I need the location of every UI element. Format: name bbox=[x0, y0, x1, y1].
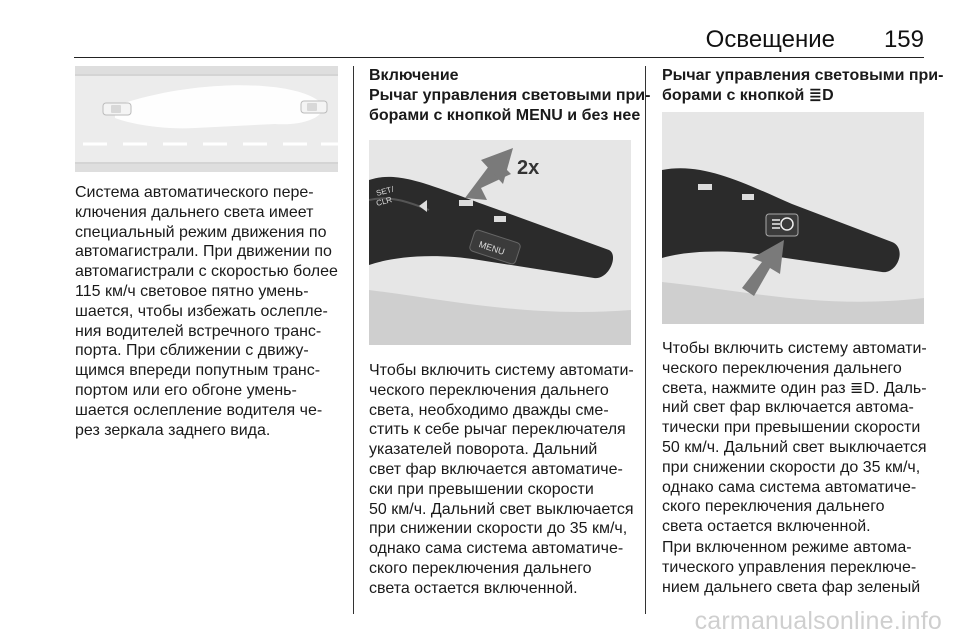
beam-icon bbox=[698, 184, 712, 190]
text-line: стить к себе рычаг переключателя bbox=[369, 421, 626, 439]
text-line: портом или его обгоне умень- bbox=[75, 381, 297, 399]
text-line: при снижении скорости до 35 км/ч, bbox=[662, 458, 921, 476]
lever-pull-figure bbox=[369, 140, 631, 345]
text-line: указателей поворота. Дальний bbox=[369, 441, 598, 459]
fog-light-icon bbox=[742, 194, 754, 200]
text-line: Система автоматического пере- bbox=[75, 184, 314, 201]
text-line: ского переключения дальнего bbox=[369, 559, 592, 577]
text-line: света остается включенной. bbox=[369, 579, 578, 597]
chapter-title: Освещение bbox=[705, 26, 835, 53]
text-line: ского переключения дальнего bbox=[662, 498, 885, 516]
lever-button-figure bbox=[662, 112, 924, 324]
page-number: 159 bbox=[883, 26, 924, 53]
text-line: специальный режим движения по bbox=[75, 223, 327, 241]
highway-light-illustration bbox=[75, 66, 338, 172]
left-paragraph bbox=[75, 183, 338, 440]
svg-text:CLR: CLR bbox=[375, 195, 393, 208]
text-line: при снижении скорости до 35 км/ч, bbox=[369, 520, 628, 538]
text-line: ски при превышении скорости bbox=[369, 480, 594, 498]
fog-light-icon bbox=[494, 216, 506, 222]
beam-icon bbox=[459, 200, 473, 206]
column-divider-left bbox=[353, 66, 354, 614]
right-paragraph-1 bbox=[662, 339, 927, 537]
text-line: рез зеркала заднего вида. bbox=[75, 421, 271, 439]
press-count-label: 2x bbox=[517, 157, 540, 179]
text-line: 50 км/ч. Дальний свет выключается bbox=[662, 438, 927, 456]
header-rule bbox=[74, 57, 924, 58]
text-line: тически при превышении скорости bbox=[662, 419, 921, 437]
text-line: Чтобы включить систему автомати- bbox=[369, 362, 634, 379]
set-clr-label: SET/ bbox=[375, 184, 395, 198]
text-line: ческого переключения дальнего bbox=[662, 359, 902, 377]
menu-label: MENU bbox=[477, 239, 506, 257]
middle-paragraph bbox=[369, 361, 634, 599]
own-car-icon bbox=[103, 103, 131, 115]
subheading-line: Рычаг управления световыми при- bbox=[369, 87, 651, 104]
text-line: нием дальнего света фар зеленый bbox=[662, 578, 921, 596]
text-line: автомагистрали с скоростью более bbox=[75, 263, 338, 281]
text-line: света, необходимо дважды сме- bbox=[369, 401, 609, 419]
text-line: ключения дальнего света имеет bbox=[75, 203, 314, 221]
text-line: ческого переключения дальнего bbox=[369, 381, 609, 399]
text-line: ний свет фар включается автома- bbox=[662, 399, 914, 417]
text-line: Чтобы включить систему автомати- bbox=[662, 340, 927, 357]
text-line: шается, чтобы избежать ослепле- bbox=[75, 302, 328, 320]
text-line: щимся впереди попутным транс- bbox=[75, 362, 321, 380]
right-subheading bbox=[662, 66, 943, 106]
subheading-line: Рычаг управления световыми при- bbox=[662, 67, 944, 84]
text-line: однако сама система автоматиче- bbox=[662, 478, 917, 496]
text-line: шается ослепление водителя че- bbox=[75, 401, 323, 419]
text-line: 50 км/ч. Дальний свет выключается bbox=[369, 500, 634, 518]
subheading-line: борами с кнопкой MENU и без нее bbox=[369, 106, 641, 124]
vehicle-ahead-icon bbox=[301, 101, 327, 113]
subheading-line: борами с кнопкой ≣D bbox=[662, 86, 834, 104]
watermark: carmanualsonline.info bbox=[694, 607, 942, 635]
text-line: света остается включенной. bbox=[662, 518, 871, 536]
middle-subheading bbox=[369, 86, 650, 126]
text-line: 115 км/ч световое пятно умень- bbox=[75, 282, 309, 300]
text-line: При включенном режиме автома- bbox=[662, 539, 912, 556]
lever-button-illustration bbox=[662, 112, 924, 324]
text-line: свет фар включается автоматиче- bbox=[369, 460, 623, 478]
text-line: однако сама система автоматиче- bbox=[369, 540, 624, 558]
text-line: света, нажмите один раз ≣D. Даль- bbox=[662, 379, 927, 397]
text-line: порта. При сближении с движу- bbox=[75, 342, 309, 360]
lever-pull-illustration bbox=[369, 140, 631, 345]
highway-light-figure bbox=[75, 66, 338, 172]
right-paragraph-2 bbox=[662, 538, 920, 597]
text-line: ния водителей встречного транс- bbox=[75, 322, 322, 340]
text-line: тического управления переключе- bbox=[662, 558, 917, 576]
column-divider-right bbox=[645, 66, 646, 614]
text-line: автомагистрали. При движении по bbox=[75, 243, 332, 261]
section-title: Включение bbox=[369, 67, 459, 84]
